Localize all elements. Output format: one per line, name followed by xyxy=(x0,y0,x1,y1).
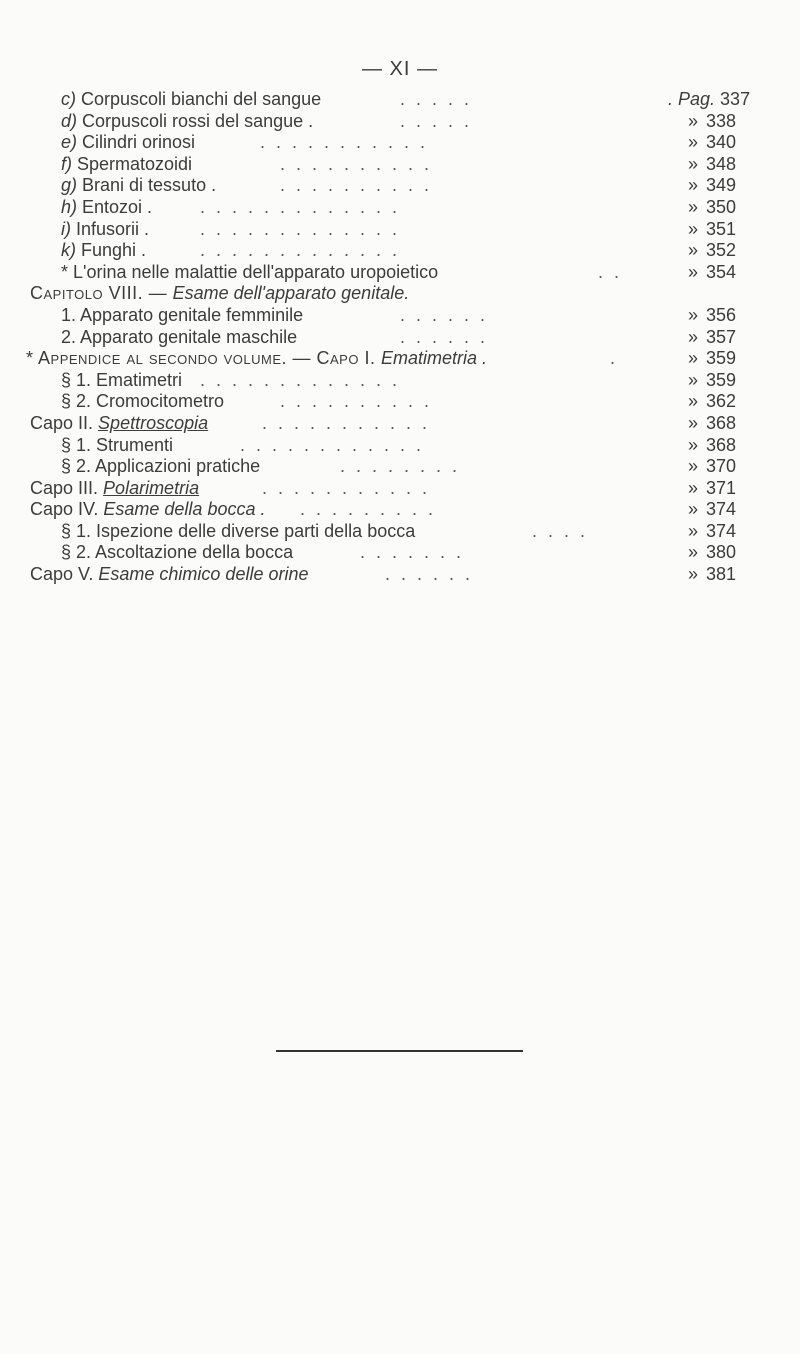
toc-entry: § 1. Strumenti ............ » 368 xyxy=(0,435,800,457)
toc-entry-label: § 1. Strumenti xyxy=(61,434,174,455)
toc-page-number: » 362 xyxy=(688,391,737,412)
toc-entry-label: Capitolo VIII. — Esame dell'apparato genitale. xyxy=(30,283,410,304)
toc-entry: i) Infusorii . ............. » 351 xyxy=(0,219,800,241)
toc-page-number: » 359 xyxy=(688,369,737,390)
toc-page-number: » 381 xyxy=(688,564,737,585)
toc-entry-label: 1. Apparato genitale femminile xyxy=(61,304,304,325)
toc-entry-label: i) Infusorii . xyxy=(61,218,150,239)
toc-entry-label: § 2. Applicazioni pratiche xyxy=(61,456,261,477)
toc-entry: e) Cilindri orinosi ........... » 340 xyxy=(0,132,800,154)
toc-entry: k) Funghi . ............. » 352 xyxy=(0,240,800,262)
toc-entry-label: Capo III. Polarimetria xyxy=(30,477,200,498)
toc-entry: Capo IV. Esame della bocca . ......... » 374 xyxy=(0,499,800,521)
toc-entry: g) Brani di tessuto . .......... » 349 xyxy=(0,175,800,197)
toc-entry-label: § 2. Ascoltazione della bocca xyxy=(61,542,294,563)
toc-page-number: » 354 xyxy=(688,261,737,282)
toc-entry: § 1. Ispezione delle diverse parti della bocca .... » 374 xyxy=(0,521,800,543)
toc-entry: Capo V. Esame chimico delle orine ...... » 381 xyxy=(0,564,800,586)
toc-entry: c) Corpuscoli bianchi del sangue ..... . Pag. 337 xyxy=(61,89,751,109)
toc-page-number: » 374 xyxy=(688,499,737,520)
toc-entry: 1. Apparato genitale femminile ...... » 356 xyxy=(0,305,800,327)
section-divider xyxy=(276,1050,523,1052)
toc-entry-label: § 1. Ematimetri xyxy=(61,369,183,390)
toc-page-number: » 356 xyxy=(688,304,737,325)
toc-entry: 2. Apparato genitale maschile ...... » 357 xyxy=(0,327,800,349)
toc-page-number: » 352 xyxy=(688,240,737,261)
toc-entry-label: § 2. Cromocitometro xyxy=(61,391,225,412)
toc-entry-label: f) Spermatozoidi xyxy=(61,153,193,174)
toc-page-number: » 359 xyxy=(688,348,737,369)
toc-entry-label: 2. Apparato genitale maschile xyxy=(61,326,298,347)
toc-entry: § 2. Applicazioni pratiche ........ » 370 xyxy=(0,456,800,478)
toc-entry: § 2. Cromocitometro .......... » 362 xyxy=(0,391,800,413)
toc-page-number: » 371 xyxy=(688,477,737,498)
toc-entry: h) Entozoi . ............. » 350 xyxy=(0,197,800,219)
toc-page-number: » 338 xyxy=(688,110,737,131)
toc-entry: Capo III. Polarimetria ........... » 371 xyxy=(0,478,800,500)
page-number-header: — XI — xyxy=(361,58,438,80)
toc-page-number: » 374 xyxy=(688,520,737,541)
toc-page-number: » 368 xyxy=(688,412,737,433)
toc-entry-label: Capo V. Esame chimico delle orine xyxy=(30,564,309,585)
table-of-contents xyxy=(0,89,800,586)
toc-entry: f) Spermatozoidi .......... » 348 xyxy=(0,154,800,176)
toc-entry-label: h) Entozoi . xyxy=(61,196,153,217)
toc-entry-label: e) Cilindri orinosi xyxy=(61,132,196,153)
toc-page-number: » 357 xyxy=(688,326,737,347)
toc-entry-label: g) Brani di tessuto . xyxy=(61,175,217,196)
toc-entry-label: d) Corpuscoli rossi del sangue . xyxy=(61,110,314,131)
toc-page-number: » 351 xyxy=(688,218,737,239)
toc-entry: § 2. Ascoltazione della bocca ....... » 380 xyxy=(0,542,800,564)
toc-page-number: » 370 xyxy=(688,456,737,477)
toc-page-number: » 349 xyxy=(688,175,737,196)
toc-page-number: » 368 xyxy=(688,434,737,455)
toc-entry-label: * L'orina nelle malattie dell'apparato uropoietico xyxy=(61,261,439,282)
toc-page-number: » 380 xyxy=(688,542,737,563)
toc-entry-label: Capo IV. Esame della bocca . xyxy=(30,499,266,520)
toc-entry-label: Capo II. Spettroscopia xyxy=(30,412,209,433)
toc-page-number: . Pag. 337 xyxy=(668,89,751,109)
toc-entry-label: § 1. Ispezione delle diverse parti della bocca xyxy=(61,520,416,541)
toc-entry: § 1. Ematimetri ............. » 359 xyxy=(0,370,800,392)
toc-page-number: » 348 xyxy=(688,153,737,174)
toc-chapter-heading xyxy=(0,283,800,305)
toc-entry: Capo II. Spettroscopia ........... » 368 xyxy=(0,413,800,435)
toc-entry-label: * Appendice al secondo volume. — Capo I. Ematimetria . xyxy=(26,348,488,369)
toc-entry-label: k) Funghi . xyxy=(61,240,147,261)
toc-entry-label: c) Corpuscoli bianchi del sangue xyxy=(61,89,322,109)
toc-entry: * L'orina nelle malattie dell'apparato uropoietico .. » 354 xyxy=(0,262,800,284)
toc-page-number: » 340 xyxy=(688,132,737,153)
toc-entry: d) Corpuscoli rossi del sangue . ..... » 338 xyxy=(0,111,800,133)
toc-page-number: » 350 xyxy=(688,196,737,217)
toc-appendix-entry: * Appendice al secondo volume. — Capo I. Ematimetria . . » 359 xyxy=(0,348,800,370)
